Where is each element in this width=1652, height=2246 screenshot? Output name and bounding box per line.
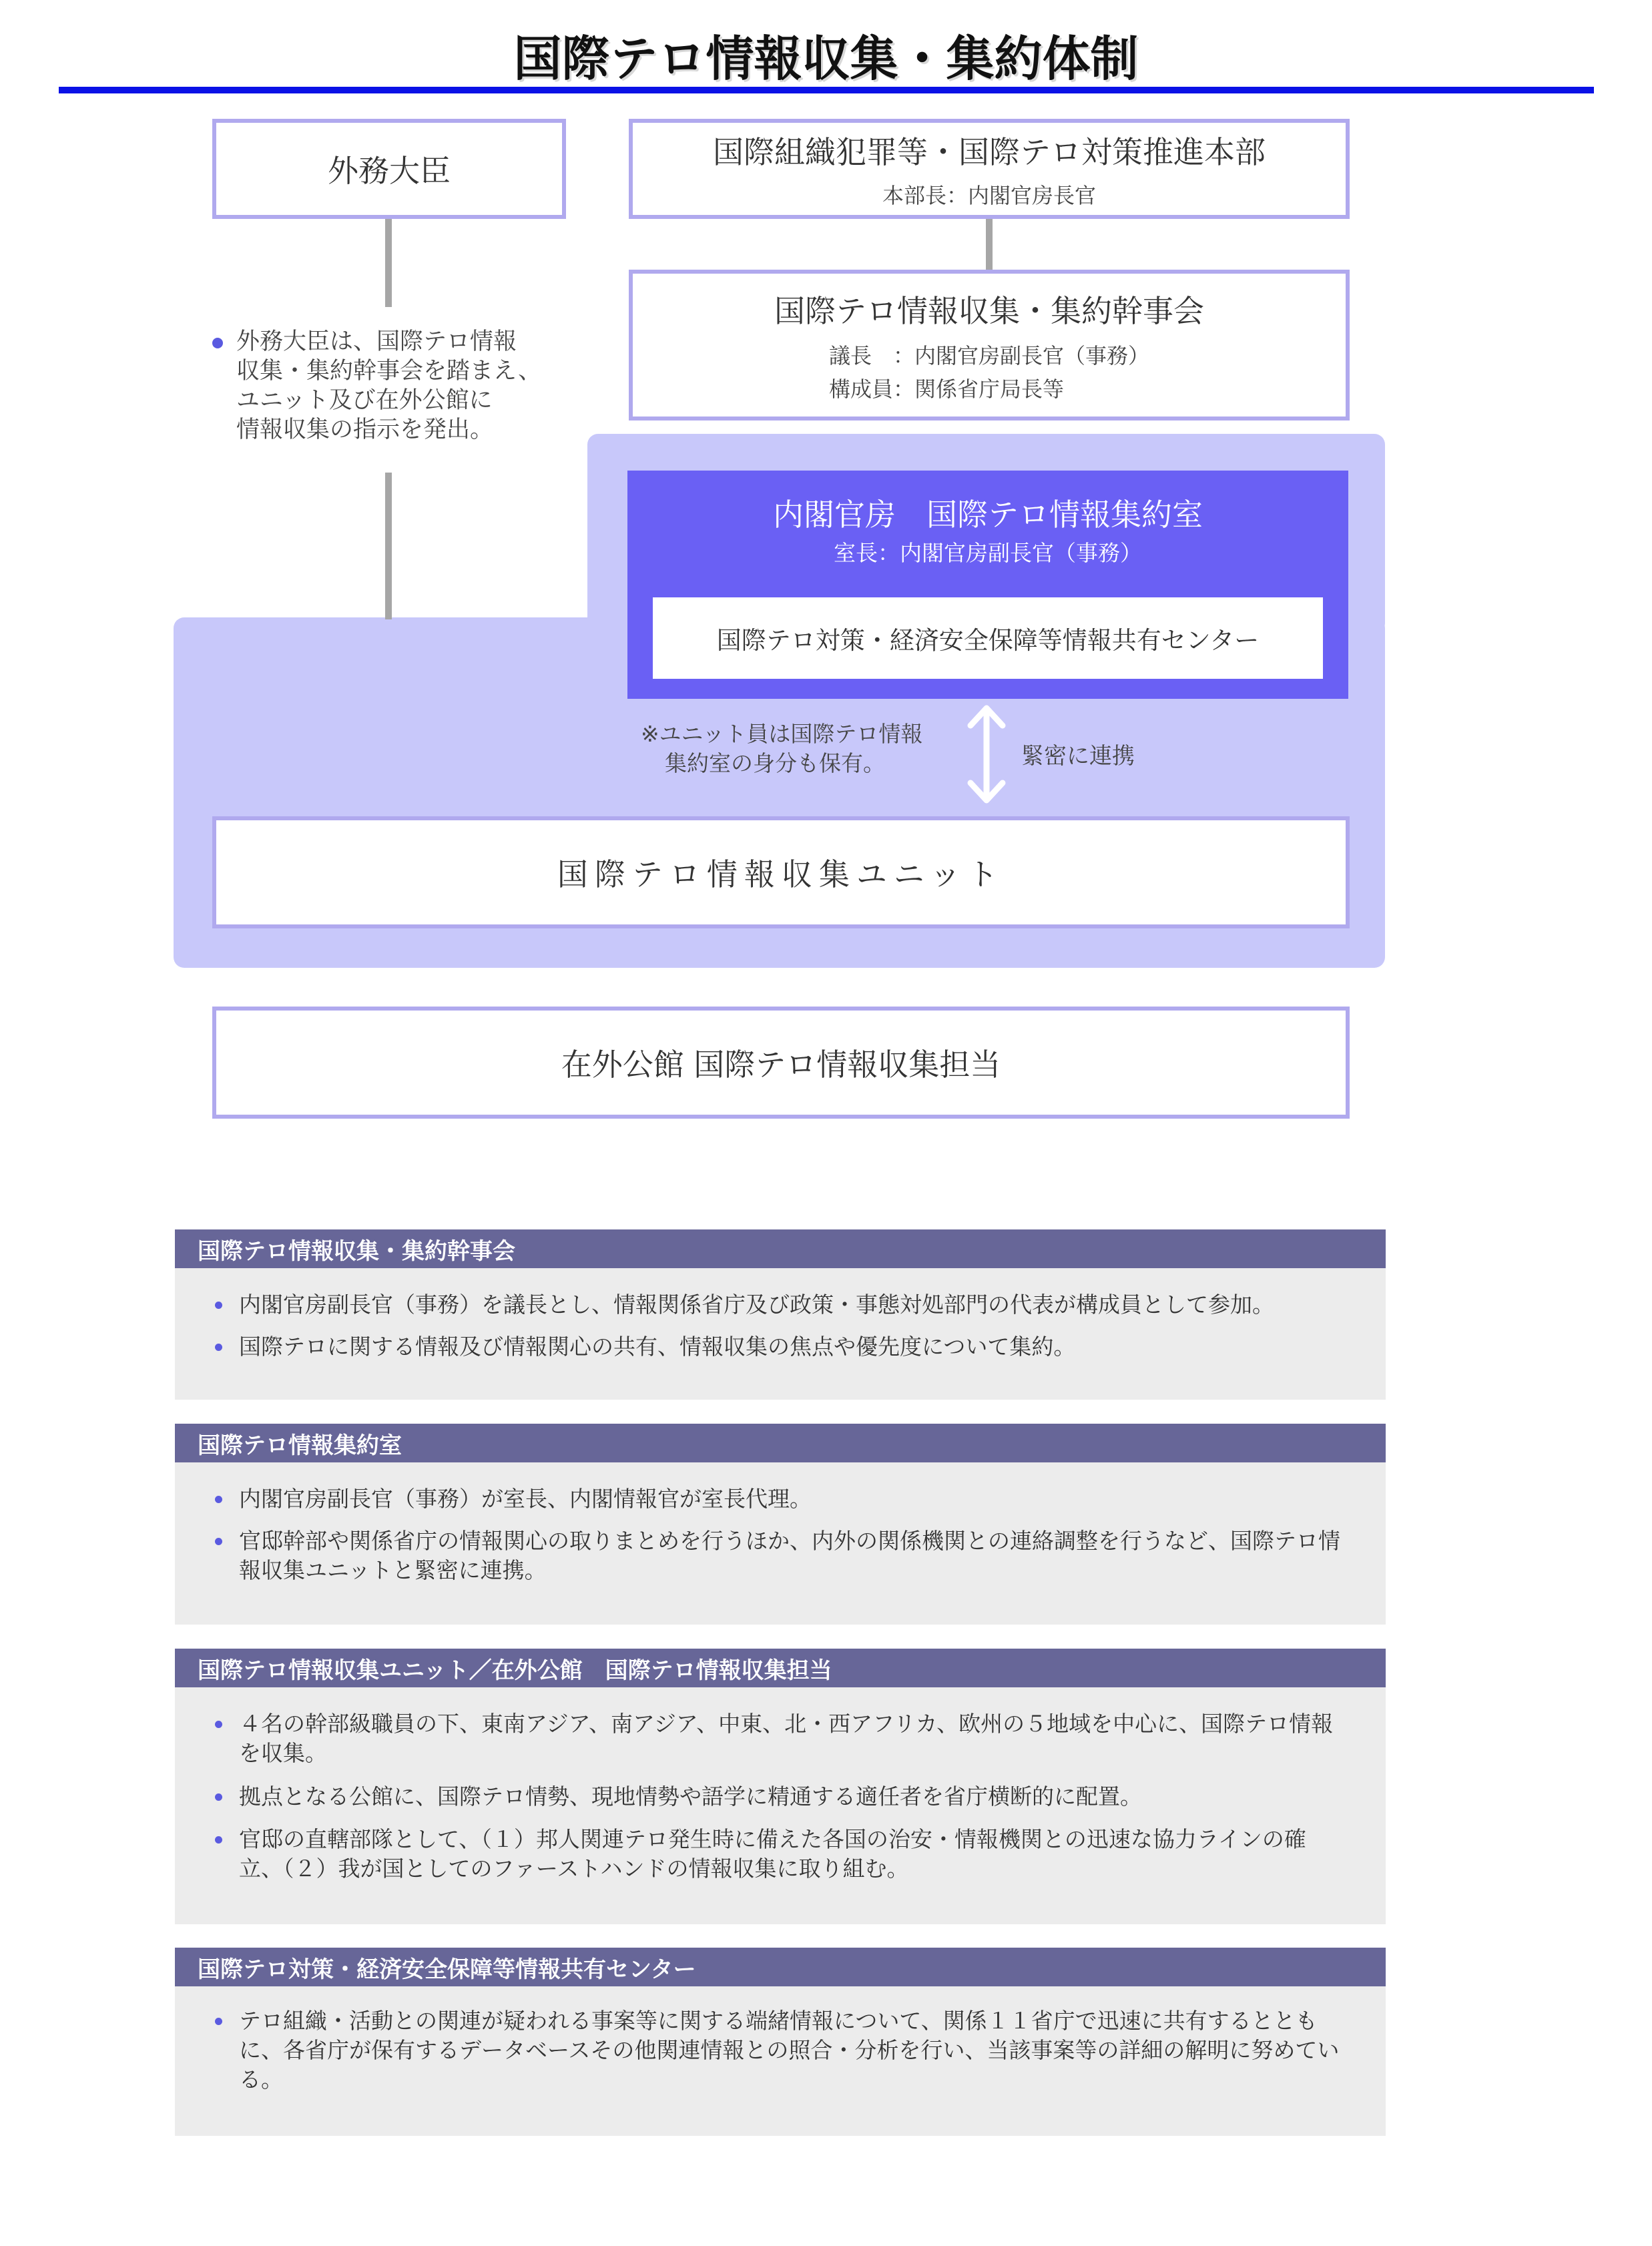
list-item-text: 官邸の直轄部隊として、（１）邦人関連テロ発生時に備えた各国の治安・情報機関との迅速な協力ラインの確 — [239, 1826, 1306, 1852]
minister-label: 外務大臣 — [328, 153, 451, 189]
list-item-text: に、各省庁が保有するデータベースその他関連情報との照合・分析を行い、当該事案等の詳細の解明に努めてい — [239, 2037, 1340, 2063]
section-heading: 国際テロ対策・経済安全保障等情報共有センター — [175, 1948, 1386, 1986]
link-label: 緊密に連携 — [1021, 743, 1135, 770]
section-heading: 国際テロ情報収集・集約幹事会 — [175, 1229, 1386, 1268]
office-name: 内閣官房 国際テロ情報集約室 — [773, 497, 1203, 533]
list-item-text: を収集。 — [239, 1740, 327, 1766]
overseas-box — [212, 1007, 1350, 1119]
unit-label: 国際テロ情報収集ユニット — [557, 856, 1005, 892]
bullet-dot — [215, 1344, 222, 1351]
list-item — [215, 1332, 1346, 1362]
minister-note-line: 外務大臣は、国際テロ情報 — [236, 328, 517, 355]
list-item-text: 内閣官房副長官（事務）を議長とし、情報関係省庁及び政策・事態対処部門の代表が構成員として参加。 — [239, 1292, 1274, 1318]
minister-box — [212, 119, 566, 219]
list-item-text: 立、（２）我が国としてのファーストハンドの情報収集に取り組む。 — [239, 1856, 909, 1882]
section-body — [175, 1986, 1386, 2136]
double-arrow-icon — [967, 704, 1007, 804]
list-item — [215, 1484, 1346, 1514]
unit-box — [212, 816, 1350, 928]
region-notch — [174, 434, 587, 617]
bullet-dot — [215, 1721, 222, 1728]
bullet-dot — [215, 1538, 222, 1545]
bullet-dot — [215, 2018, 222, 2025]
list-item — [215, 1782, 1346, 1811]
section-body — [175, 1268, 1386, 1400]
list-item — [215, 1825, 1346, 1884]
minister-note-line: ユニット及び在外公館に — [236, 387, 493, 414]
unit-note — [641, 720, 988, 778]
hq-box — [629, 119, 1350, 219]
minister-connector-lower — [385, 473, 392, 619]
section-heading: 国際テロ情報収集ユニット／在外公館 国際テロ情報収集担当 — [175, 1649, 1386, 1687]
info-sharing-center-label: 国際テロ対策・経済安全保障等情報共有センター — [716, 626, 1260, 655]
minister-note-bullet — [212, 338, 223, 348]
council-chair: 議長 ：内閣官房副長官（事務） — [828, 343, 1149, 368]
bullet-dot — [215, 1836, 222, 1844]
office-head: 室長：内閣官房副長官（事務） — [834, 540, 1142, 566]
bullet-dot — [215, 1302, 222, 1309]
list-item-text: 国際テロに関する情報及び情報関心の共有、情報収集の焦点や優先度について集約。 — [239, 1334, 1076, 1360]
list-item-text: 官邸幹部や関係省庁の情報関心の取りまとめを行うほか、内外の関係機関との連絡調整を行うなど、国際テロ情 — [239, 1528, 1340, 1554]
council-name: 国際テロ情報収集・集約幹事会 — [774, 293, 1204, 329]
list-item-text: る。 — [239, 2066, 283, 2092]
minister-note-line: 収集・集約幹事会を踏まえ、 — [236, 358, 542, 384]
title-rule — [59, 87, 1594, 93]
list-item-text: 拠点となる公館に、国際テロ情勢、現地情勢や語学に精通する適任者を省庁横断的に配置。 — [239, 1783, 1142, 1809]
minister-note-line: 情報収集の指示を発出。 — [236, 416, 494, 443]
section-heading: 国際テロ情報集約室 — [175, 1424, 1386, 1462]
bullet-dot — [215, 1793, 222, 1801]
minister-connector-upper — [385, 219, 392, 307]
section-body — [175, 1687, 1386, 1924]
bullet-dot — [215, 1496, 222, 1503]
page-title: 国際テロ情報収集・集約体制 — [513, 31, 1139, 87]
list-item — [215, 2006, 1346, 2094]
list-item-text: ４名の幹部級職員の下、東南アジア、南アジア、中東、北・西アフリカ、欧州の５地域を中心に、国際テロ情報 — [239, 1711, 1334, 1737]
hq-council-connector — [986, 219, 993, 271]
list-item-text: テロ組織・活動との関連が疑われる事案等に関する端緒情報について、関係１１省庁で迅速に共有するととも — [239, 2008, 1318, 2034]
unit-note-line: ※ユニット員は国際テロ情報 — [641, 721, 923, 747]
unit-note-line: 集約室の身分も保有。 — [665, 750, 885, 776]
council-box — [629, 270, 1350, 420]
list-item — [215, 1290, 1346, 1320]
council-members: 構成員：関係省庁局長等 — [828, 376, 1064, 402]
section-body — [175, 1462, 1386, 1625]
minister-note — [212, 327, 559, 445]
info-sharing-center-box — [653, 597, 1323, 679]
overseas-label: 在外公館 国際テロ情報収集担当 — [561, 1047, 1001, 1083]
hq-head: 本部長：内閣官房長官 — [882, 183, 1096, 208]
list-item-text: 内閣官房副長官（事務）が室長、内閣情報官が室長代理。 — [239, 1486, 812, 1512]
office-box — [627, 471, 1348, 699]
list-item — [215, 1709, 1346, 1768]
hq-name: 国際組織犯罪等・国際テロ対策推進本部 — [713, 134, 1266, 170]
list-item-text: 報収集ユニットと緊密に連携。 — [239, 1557, 547, 1583]
list-item — [215, 1526, 1346, 1585]
